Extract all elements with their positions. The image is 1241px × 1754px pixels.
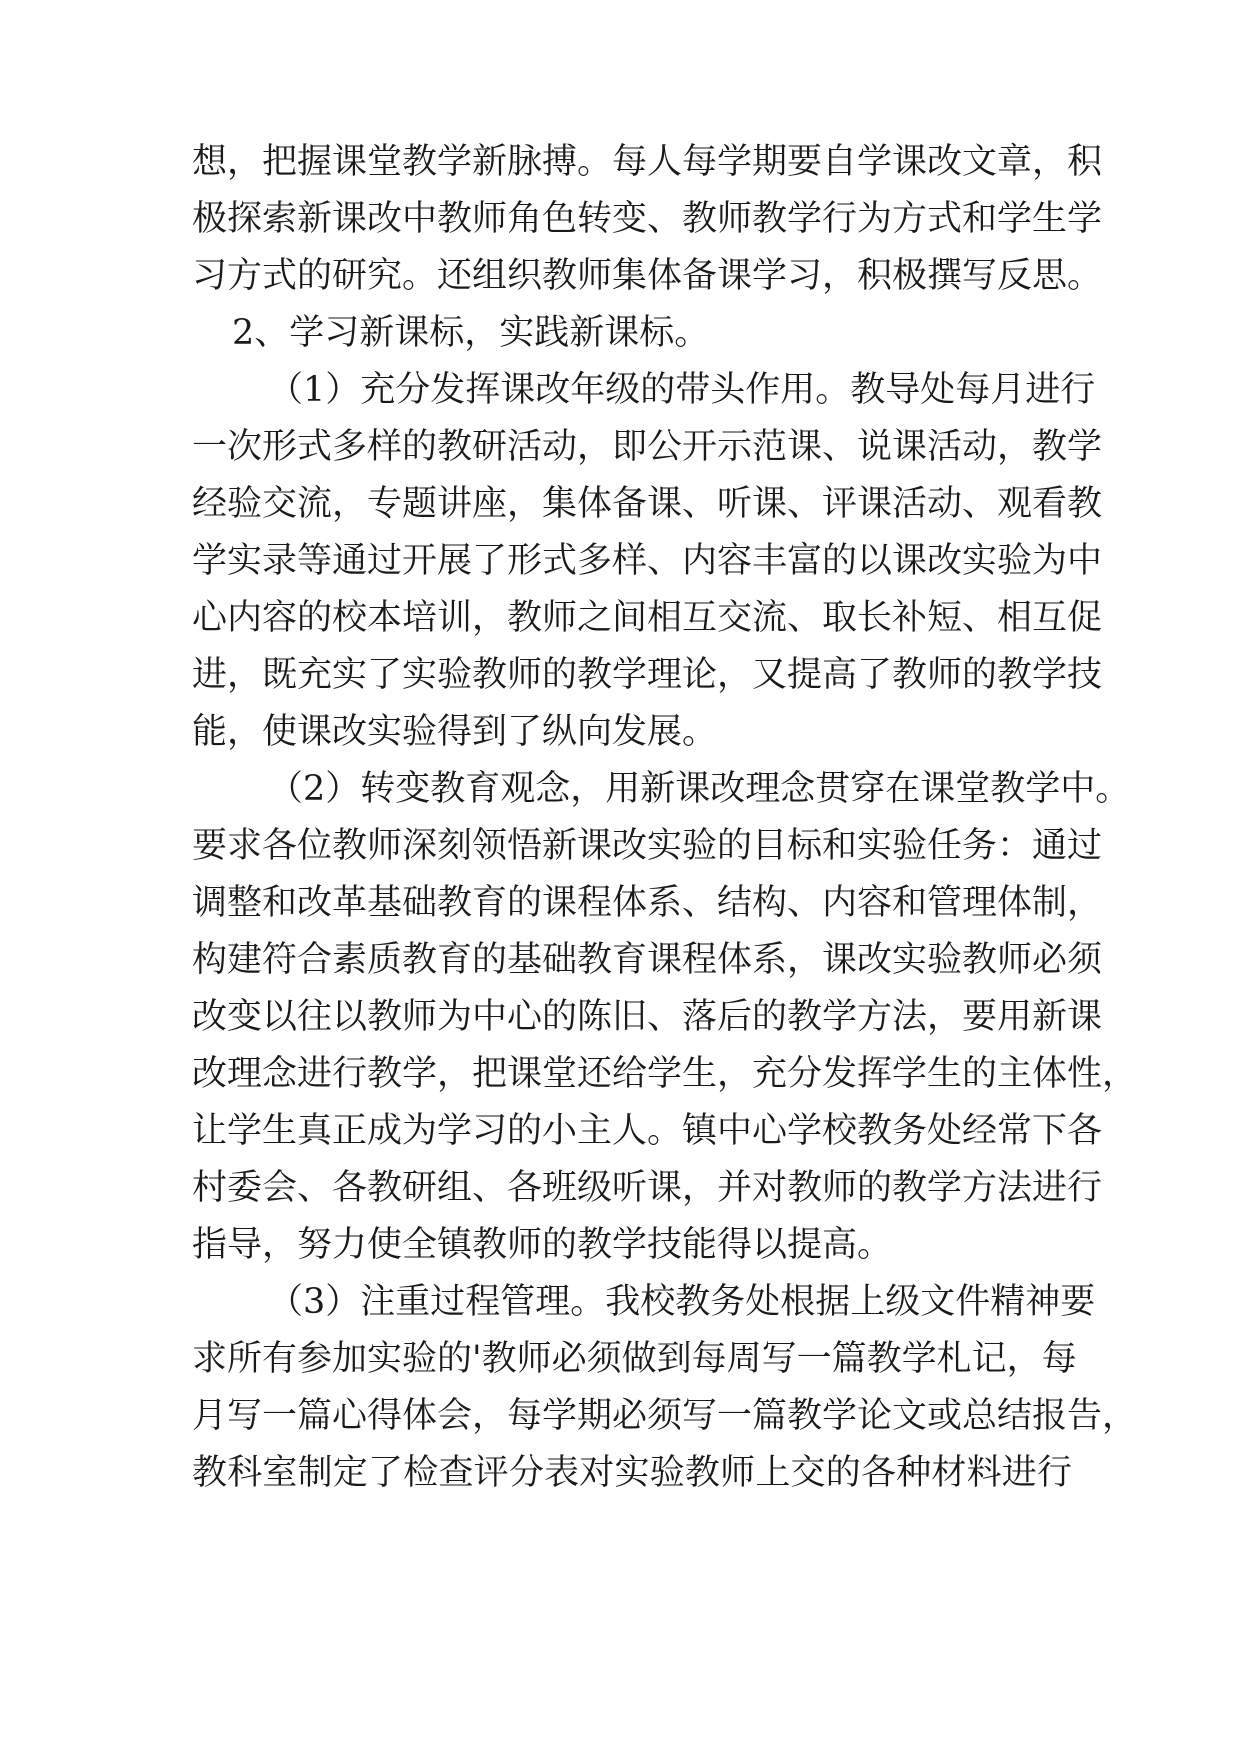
text-line: 学实录等通过开展了形式多样、内容丰富的以课改实验为中 bbox=[192, 541, 1103, 581]
text-line: 要求各位教师深刻领悟新课改实验的目标和实验任务：通过 bbox=[192, 826, 1103, 866]
text-line: 习方式的研究。还组织教师集体备课学习，积极撰写反思。 bbox=[192, 256, 1103, 296]
text-line: 进，既充实了实验教师的教学理论，又提高了教师的教学技 bbox=[192, 655, 1103, 695]
text-line: 心内容的校本培训，教师之间相互交流、取长补短、相互促 bbox=[192, 598, 1103, 638]
text-line: 求所有参加实验的'教师必须做到每周写一篇教学札记，每 bbox=[192, 1339, 1077, 1379]
text-line: 构建符合素质教育的基础教育课程体系，课改实验教师必须 bbox=[192, 940, 1103, 980]
text-line: 月写一篇心得体会，每学期必须写一篇教学论文或总结报告， bbox=[192, 1396, 1138, 1436]
text-line: 能，使课改实验得到了纵向发展。 bbox=[192, 712, 718, 752]
text-line: 让学生真正成为学习的小主人。镇中心学校教务处经常下各 bbox=[192, 1111, 1103, 1151]
text-line: （3）注重过程管理。我校教务处根据上级文件精神要 bbox=[268, 1282, 1096, 1322]
text-line: （1）充分发挥课改年级的带头作用。教导处每月进行 bbox=[268, 370, 1096, 410]
text-line: 一次形式多样的教研活动，即公开示范课、说课活动，教学 bbox=[192, 427, 1103, 467]
text-line: 教科室制定了检查评分表对实验教师上交的各种材料进行 bbox=[192, 1453, 1072, 1493]
text-line: 想，把握课堂教学新脉搏。每人每学期要自学课改文章，积 bbox=[192, 142, 1103, 182]
text-line: 调整和改革基础教育的课程体系、结构、内容和管理体制， bbox=[192, 883, 1103, 923]
text-line: 2、学习新课标，实践新课标。 bbox=[232, 313, 710, 353]
text-line: 经验交流，专题讲座，集体备课、听课、评课活动、观看教 bbox=[192, 484, 1103, 524]
text-line: （2）转变教育观念，用新课改理念贯穿在课堂教学中。 bbox=[268, 769, 1131, 809]
text-line: 改变以往以教师为中心的陈旧、落后的教学方法，要用新课 bbox=[192, 997, 1103, 1037]
text-line: 村委会、各教研组、各班级听课，并对教师的教学方法进行 bbox=[192, 1168, 1103, 1208]
text-line: 改理念进行教学，把课堂还给学生，充分发挥学生的主体性， bbox=[192, 1054, 1138, 1094]
text-line: 极探索新课改中教师角色转变、教师教学行为方式和学生学 bbox=[192, 199, 1103, 239]
text-line: 指导，努力使全镇教师的教学技能得以提高。 bbox=[192, 1225, 893, 1265]
